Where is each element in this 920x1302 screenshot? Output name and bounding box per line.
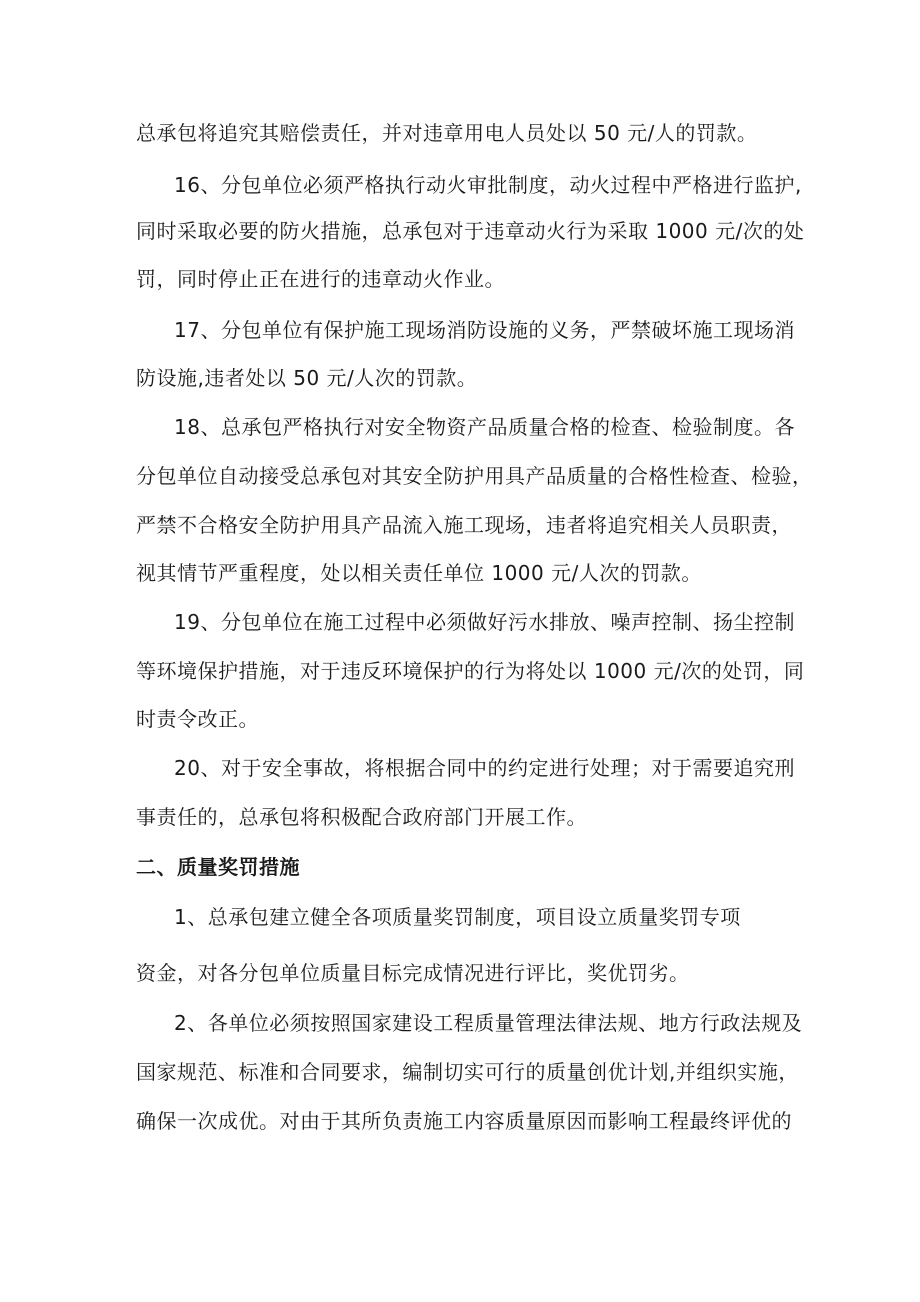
text-line: 分包单位自动接受总承包对其安全防护用具产品质量的合格性检查、检验，	[136, 464, 813, 488]
text-line: 防设施,违者处以 50 元/人次的罚款。	[136, 366, 478, 390]
text-line: 国家规范、标准和合同要求，编制切实可行的质量创优计划,并组织实施，	[136, 1060, 799, 1084]
section-heading: 二、质量奖罚措施	[136, 855, 300, 879]
text-line: 严禁不合格安全防护用具产品流入施工现场，违者将追究相关人员职责，	[136, 513, 792, 537]
text-line: 罚，同时停止正在进行的违章动火作业。	[136, 267, 505, 291]
text-line: 等环境保护措施，对于违反环境保护的行为将处以 1000 元/次的处罚，同	[136, 659, 805, 683]
text-line: 视其情节严重程度，处以相关责任单位 1000 元/人次的罚款。	[136, 561, 702, 585]
text-line: 事责任的，总承包将积极配合政府部门开展工作。	[136, 805, 587, 829]
text-line: 确保一次成优。对由于其所负责施工内容质量原因而影响工程最终评优的	[136, 1109, 792, 1133]
paragraph-20-line: 20、对于安全事故，将根据合同中的约定进行处理；对于需要追究刑	[174, 756, 795, 780]
paragraph-18-line: 18、总承包严格执行对安全物资产品质量合格的检查、检验制度。各	[174, 415, 795, 439]
text-line: 资金，对各分包单位质量目标完成情况进行评比，奖优罚劣。	[136, 961, 690, 985]
text-line: 时责令改正。	[136, 707, 259, 731]
paragraph-17-line: 17、分包单位有保护施工现场消防设施的义务，严禁破坏施工现场消	[174, 318, 795, 342]
quality-item-2-line: 2、各单位必须按照国家建设工程质量管理法律法规、地方行政法规及	[174, 1011, 803, 1035]
quality-item-1-line: 1、总承包建立健全各项质量奖罚制度，项目设立质量奖罚专项	[174, 905, 741, 929]
paragraph-16-line: 16、分包单位必须严格执行动火审批制度，动火过程中严格进行监护,	[174, 173, 802, 197]
paragraph-19-line: 19、分包单位在施工过程中必须做好污水排放、噪声控制、扬尘控制	[174, 610, 795, 634]
text-line: 同时采取必要的防火措施，总承包对于违章动火行为采取 1000 元/次的处	[136, 219, 805, 243]
text-line: 总承包将追究其赔偿责任，并对违章用电人员处以 50 元/人的罚款。	[136, 121, 758, 145]
